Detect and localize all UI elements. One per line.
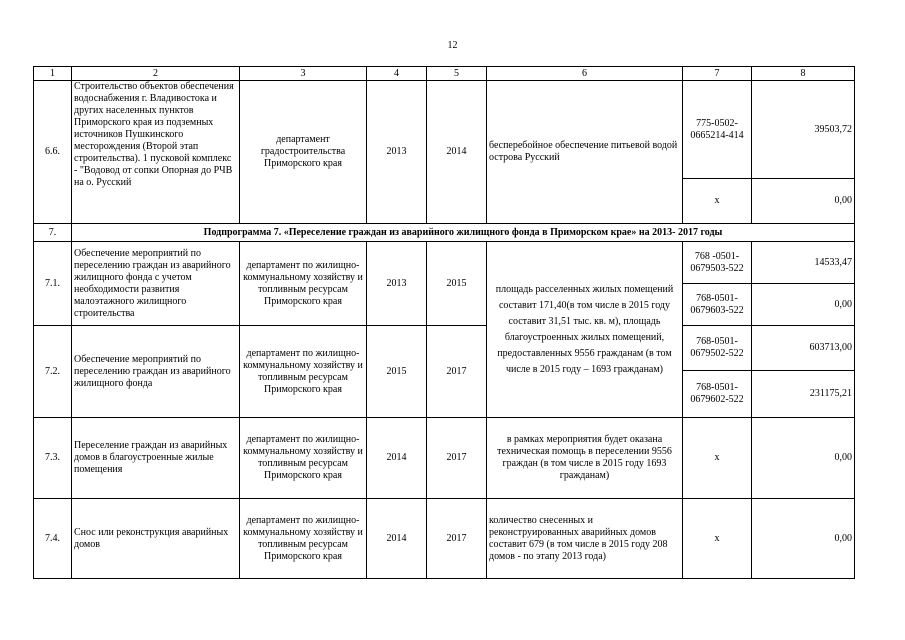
end-year: 2017 [427, 499, 487, 579]
executor: департамент по жилищно-коммунальному хозяйству и топливным ресурсам Приморского края [240, 326, 367, 418]
header-cell: 6 [487, 67, 683, 81]
header-cell: 2 [72, 67, 240, 81]
budget-code: 768 -0501-0679503-522 [683, 242, 752, 284]
page-number: 12 [447, 40, 458, 51]
start-year: 2013 [367, 242, 427, 326]
row-number: 7.2. [34, 326, 72, 418]
row-number: 7.4. [34, 499, 72, 579]
start-year: 2014 [367, 418, 427, 499]
amount: 603713,00 [752, 326, 855, 371]
executor: департамент по жилищно-коммунальному хозяйству и топливным ресурсам Приморского края [240, 499, 367, 579]
end-year: 2017 [427, 326, 487, 418]
table-row [34, 81, 855, 179]
budget-code: 768-0501-0679603-522 [683, 284, 752, 326]
header-cell: 1 [34, 67, 72, 81]
header-cell: 8 [752, 67, 855, 81]
expected-result: площадь расселенных жилых помещений составит 171,40(в том числе в 2015 году составит 31,51 тыс. кв. м), площадь благоустроенных жилых помещений, предоставленных 9556 гражданам (в том числе в 2015 году – 1693 гражданам) [487, 242, 683, 418]
amount: 0,00 [752, 179, 855, 224]
measure-name: Переселение граждан из аварийных домов в благоустроенные жилые помещения [72, 418, 240, 499]
start-year: 2014 [367, 499, 427, 579]
expected-result: бесперебойное обеспечение питьевой водой острова Русский [487, 81, 683, 224]
amount: 14533,47 [752, 242, 855, 284]
budget-code: x [683, 499, 752, 579]
budget-code: 775-0502-0665214-414 [683, 81, 752, 179]
end-year: 2014 [427, 81, 487, 224]
table-row [34, 418, 855, 499]
end-year: 2015 [427, 242, 487, 326]
budget-code: 768-0501-0679602-522 [683, 371, 752, 418]
start-year: 2013 [367, 81, 427, 224]
executor: департамент по жилищно-коммунальному хозяйству и топливным ресурсам Приморского края [240, 242, 367, 326]
executor: департамент градостроительства Приморского края [240, 81, 367, 224]
measure-name: Строительство объектов обеспечения водоснабжения г. Владивостока и других населенных пунктов Приморского края из подземных источников Пушкинского месторождения (Второй этап строительства). 1 пусковой комплекс - "Водовод от сопки Опорная до РЧВ на о. Русский [72, 81, 240, 224]
row-number: 7.3. [34, 418, 72, 499]
subprogram-title: Подпрограмма 7. «Переселение граждан из аварийного жилищного фонда в Приморском крае» на 2013- 2017 годы [72, 224, 855, 242]
header-cell: 7 [683, 67, 752, 81]
subprogram-row [34, 224, 855, 242]
table-row [34, 242, 855, 284]
header-cell: 4 [367, 67, 427, 81]
subprogram-number: 7. [34, 224, 72, 242]
table-row [34, 499, 855, 579]
start-year: 2015 [367, 326, 427, 418]
expected-result: количество снесенных и реконструированных аварийных домов составит 679 (в том числе в 2015 году 208 домов - по этапу 2013 года) [487, 499, 683, 579]
amount: 0,00 [752, 284, 855, 326]
table-row [34, 326, 855, 371]
row-number: 7.1. [34, 242, 72, 326]
end-year: 2017 [427, 418, 487, 499]
header-cell: 3 [240, 67, 367, 81]
amount: 231175,21 [752, 371, 855, 418]
budget-code: x [683, 418, 752, 499]
expected-result: в рамках мероприятия будет оказана техническая помощь в переселении 9556 граждан (в том числе в 2015 году 1693 гражданам) [487, 418, 683, 499]
budget-code: x [683, 179, 752, 224]
amount: 39503,72 [752, 81, 855, 179]
measure-name: Снос или реконструкция аварийных домов [72, 499, 240, 579]
amount: 0,00 [752, 499, 855, 579]
budget-code: 768-0501-0679502-522 [683, 326, 752, 371]
program-table [33, 66, 855, 579]
measure-name: Обеспечение мероприятий по переселению граждан из аварийного жилищного фонда [72, 326, 240, 418]
executor: департамент по жилищно-коммунальному хозяйству и топливным ресурсам Приморского края [240, 418, 367, 499]
measure-name: Обеспечение мероприятий по переселению граждан из аварийного жилищного фонда с учетом необходимости развития малоэтажного жилищного строительства [72, 242, 240, 326]
row-number: 6.6. [34, 81, 72, 224]
header-cell: 5 [427, 67, 487, 81]
amount: 0,00 [752, 418, 855, 499]
header-row [34, 67, 855, 81]
